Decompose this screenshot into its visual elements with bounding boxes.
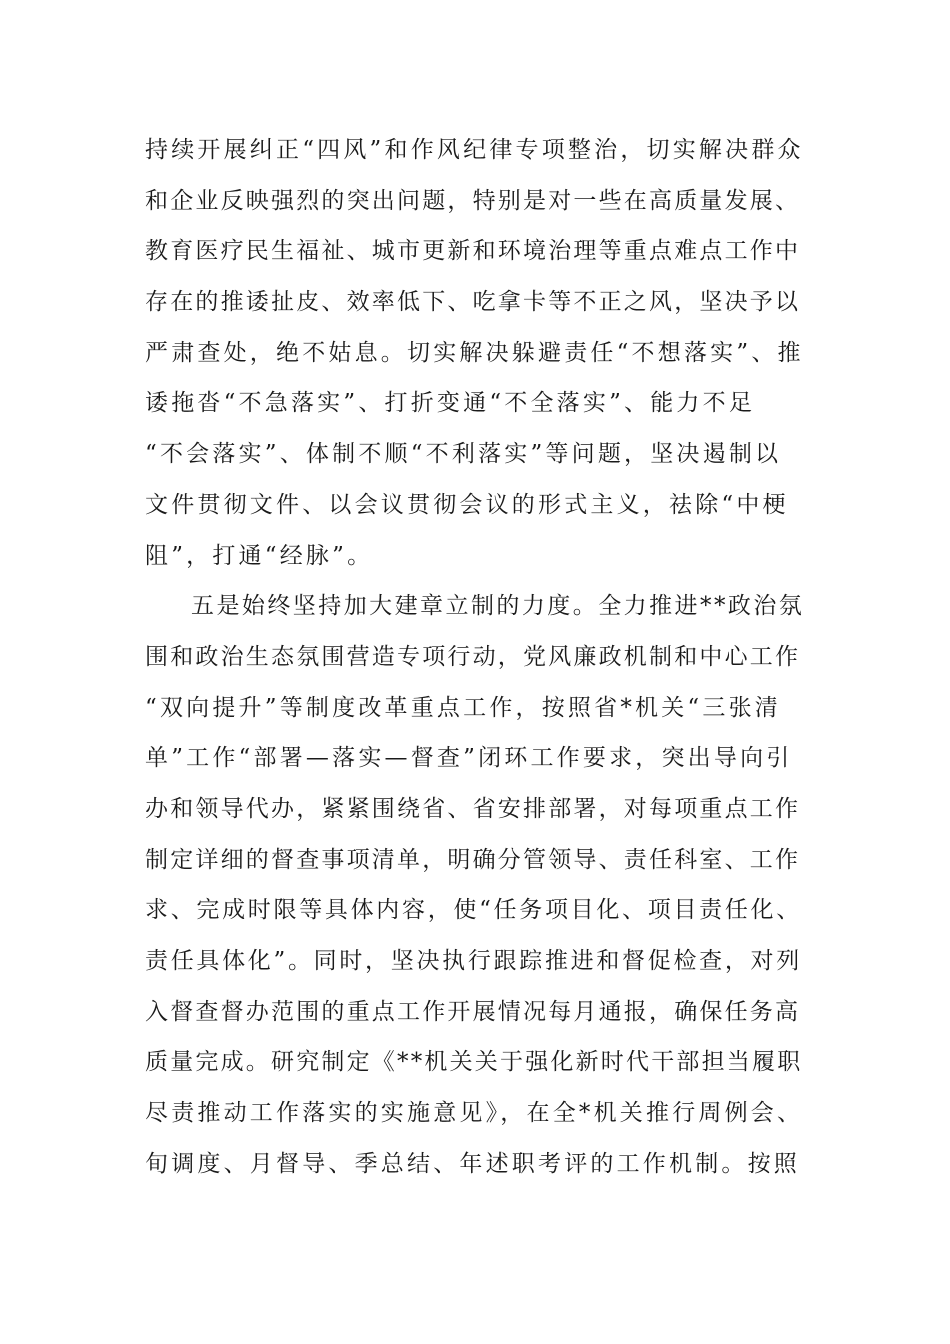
- text-line: 责任具体化”。同时，坚决执行跟踪推进和督促检查，对列: [145, 948, 802, 974]
- text-line: “双向提升”等制度改革重点工作，按照省*机关“三张清: [145, 694, 781, 721]
- text-line: 办和领导代办，紧紧围绕省、省安排部署，对每项重点工作: [145, 795, 801, 822]
- text-line: 质量完成。研究制定《**机关关于强化新时代干部担当履职: [145, 1049, 803, 1076]
- text-line: 和企业反映强烈的突出问题，特别是对一些在高质量发展、: [145, 187, 801, 214]
- text-line: 旬调度、月督导、季总结、年述职考评的工作机制。按照: [145, 1150, 800, 1177]
- text-line: 持续开展纠正“四风”和作风纪律专项整治，切实解决群众: [145, 137, 804, 163]
- text-line: 阻”，打通“经脉”。: [145, 542, 374, 569]
- text-line: 入督查督办范围的重点工作开展情况每月通报，确保任务高: [145, 998, 801, 1025]
- text-line: 文件贯彻文件、以会议贯彻会议的形式主义，祛除“中梗: [145, 491, 789, 518]
- text-line: “不会落实”、体制不顺“不利落实”等问题，坚决遏制以: [145, 441, 782, 468]
- document-body: [145, 125, 805, 1189]
- paragraph-start-line: 五是始终坚持加大建章立制的力度。全力推进**政治氛: [191, 593, 805, 620]
- text-line: 单”工作“部署—落实—督查”闭环工作要求，突出导向引: [145, 745, 793, 772]
- text-line: 诿拖沓“不急落实”、打折变通“不全落实”、能力不足: [145, 390, 756, 417]
- text-line: 求、完成时限等具体内容，使“任务项目化、项目责任化、: [145, 897, 802, 924]
- text-line: 制定详细的督查事项清单，明确分管领导、责任科室、工作: [145, 846, 801, 873]
- text-line: 围和政治生态氛围营造专项行动，党风廉政机制和中心工作: [145, 643, 801, 670]
- text-line: 存在的推诿扯皮、效率低下、吃拿卡等不正之风，坚决予以: [145, 289, 801, 316]
- text-line: 严肃查处，绝不姑息。切实解决躲避责任“不想落实”、推: [145, 339, 804, 366]
- text-line: 尽责推动工作落实的实施意见》，在全*机关推行周例会、: [145, 1100, 804, 1127]
- text-line: 教育医疗民生福祉、城市更新和环境治理等重点难点工作中: [145, 238, 801, 265]
